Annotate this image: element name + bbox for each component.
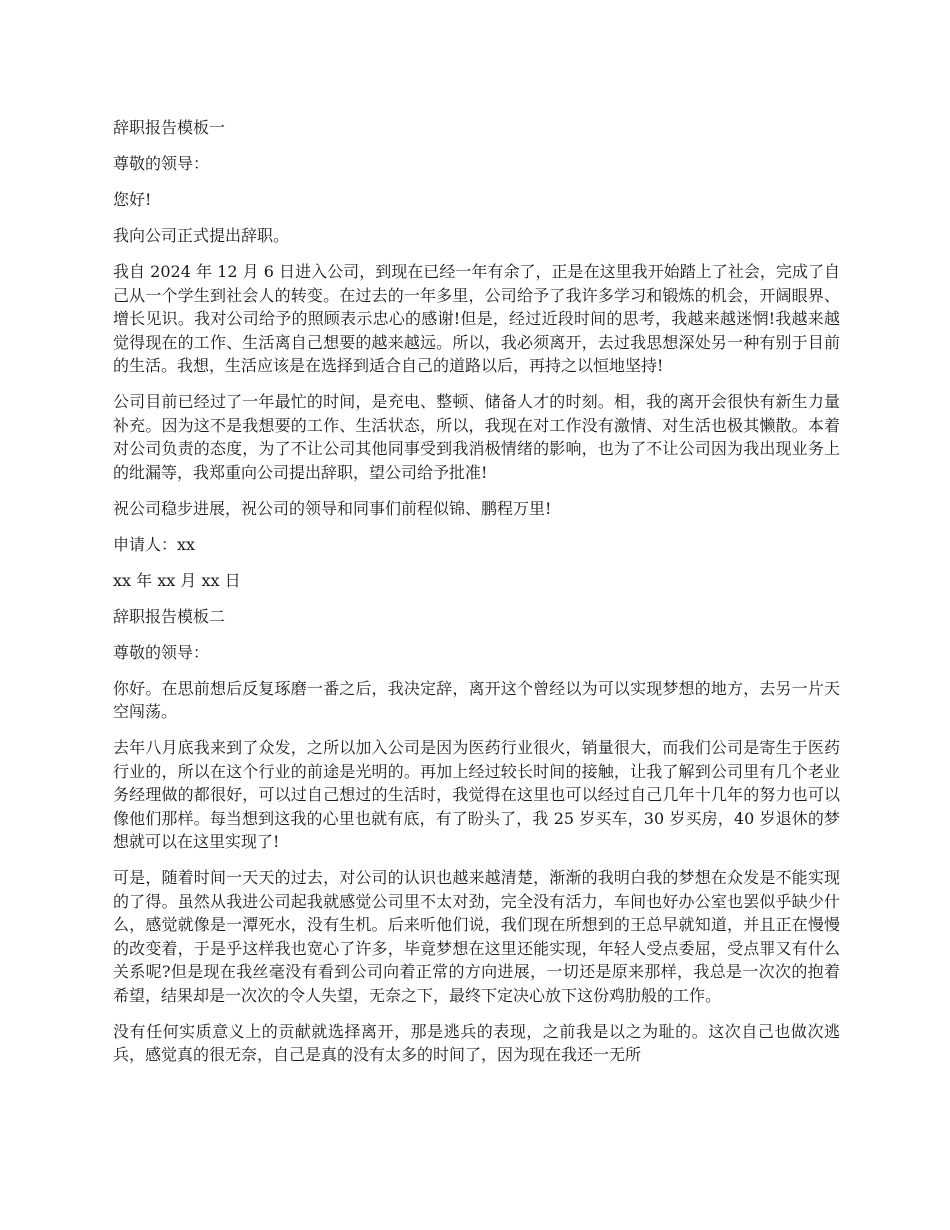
closing-wish: 祝公司稳步进展，祝公司的领导和同事们前程似锦、鹏程万里! (113, 498, 552, 518)
section-title-template-two: 辞职报告模板二 (113, 606, 226, 626)
body-paragraph: 我向公司正式提出辞职。 (113, 226, 290, 245)
greeting: 您好! (113, 190, 152, 209)
body-paragraph: 我自 2024 年 12 月 6 日进入公司，到现在已经一年有余了，正是在这里我开始踏上了社会，完成了自己从一个学生到社会人的转变。在过去的一年多里，公司给予了我许多学习和锻炼的机会，开阔眼界、增长见识。我对公司给予的照顾表示忠心的感谢!但是，经过近段时间的思考，我越来越迷惘!我越来越觉得现在的工作、生活离自己想要的越来越远。所以，我必须离开，去过我思想深处另一种有别于目前的生活。我想，生活应该是在选择到适合自己的道路以后，再持之以恒地坚持! (113, 262, 840, 375)
document-body (113, 116, 840, 1079)
date-line: xx 年 xx 月 xx 日 (113, 570, 241, 590)
body-paragraph: 没有任何实质意义上的贡献就选择离开，那是逃兵的表现，之前我是以之为耻的。这次自己也做次逃兵，感觉真的很无奈，自己是真的没有太多的时间了，因为现在我还一无所 (113, 1021, 840, 1064)
salutation: 尊敬的领导： (113, 642, 210, 662)
body-paragraph: 你好。在思前想后反复琢磨一番之后，我决定辞，离开这个曾经以为可以实现梦想的地方，去另一片天空闯荡。 (113, 678, 840, 721)
applicant-line: 申请人：xx (113, 534, 196, 554)
section-title-template-one: 辞职报告模板一 (113, 118, 226, 137)
body-paragraph: 公司目前已经过了一年最忙的时间，是充电、整顿、储备人才的时刻。相，我的离开会很快有新生力量补充。因为这不是我想要的工作、生活状态，所以，我现在对工作没有激情、对生活也极其懒散。本着对公司负责的态度，为了不让公司其他同事受到我消极情绪的影响，也为了不让公司因为我出现业务上的纰漏等，我郑重向公司提出辞职，望公司给予批准! (113, 392, 840, 482)
salutation: 尊敬的领导： (113, 154, 210, 173)
body-paragraph: 去年八月底我来到了众发，之所以加入公司是因为医药行业很火，销量很大，而我们公司是寄生于医药行业的，所以在这个行业的前途是光明的。再加上经过较长时间的接触，让我了解到公司里有几个老业务经理做的都很好，可以过自己想过的生活时，我觉得在这里也可以经过自己几年十几年的努力也可以像他们那样。每当想到这我的心里也就有底，有了盼头了，我 25 岁买车，30 岁买房，40 岁退休的梦想就可以在这里实现了! (113, 738, 840, 851)
body-paragraph: 可是，随着时间一天天的过去，对公司的认识也越来越清楚，渐渐的我明白我的梦想在众发是不能实现的了得。虽然从我进公司起我就感觉公司里不太对劲，完全没有活力，车间也好办公室也罢似乎缺少什么，感觉就像是一潭死水，没有生机。后来听他们说，我们现在所想到的王总早就知道，并且正在慢慢的改变着，于是乎这样我也宽心了许多，毕竟梦想在这里还能实现，年轻人受点委屈，受点罪又有什么关系呢?但是现在我丝毫没有看到公司向着正常的方向进展，一切还是原来那样，我总是一次次的抱着希望，结果却是一次次的令人失望，无奈之下，最终下定决心放下这份鸡肋般的工作。 (113, 868, 840, 1005)
